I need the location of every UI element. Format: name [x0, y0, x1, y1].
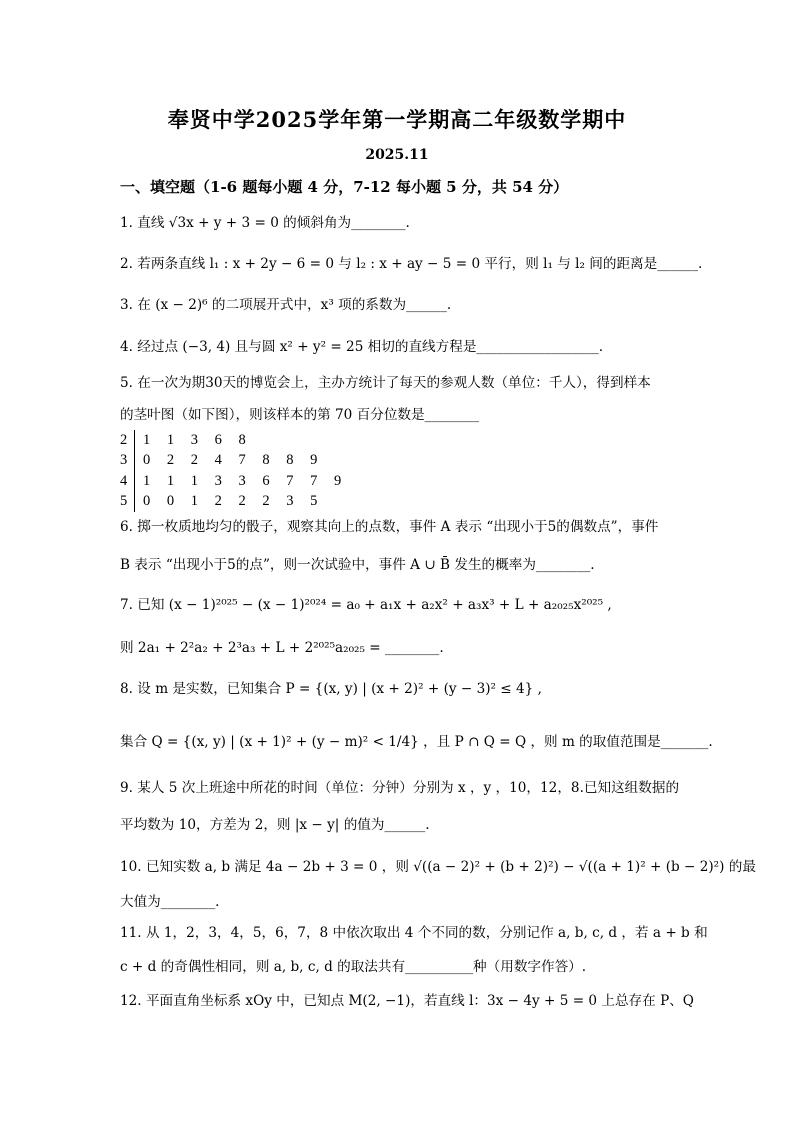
- question-2: 2. 若两条直线 l₁ : x + 2y − 6 = 0 与 l₂ : x + ay − 5 = 0 平行，则 l₁ 与 l₂ 间的距离是______.: [120, 256, 703, 272]
- question-5-line-1: 5. 在一次为期30天的博览会上，主办方统计了每天的参观人数（单位：千人），得到样本: [120, 375, 651, 391]
- question-5-line-2: 的茎叶图（如下图），则该样本的第 70 百分位数是________: [120, 407, 479, 423]
- question-12-line-1: 12. 平面直角坐标系 xOy 中，已知点 M(2, −1)，若直线 l：3x − 4y + 5 = 0 上总存在 P、Q: [120, 993, 694, 1009]
- question-9-line-1: 9. 某人 5 次上班途中所花的时间（单位：分钟）分别为 x ，y ，10，12，8.已知这组数据的: [120, 780, 680, 796]
- question-7-line-1: 7. 已知 (x − 1)²⁰²⁵ − (x − 1)²⁰²⁴ = a₀ + a₁x + a₂x² + a₃x³ + L + a₂₀₂₅x²⁰²⁵ ,: [120, 597, 612, 613]
- stem-value: 3: [120, 452, 128, 469]
- question-3: 3. 在 (x − 2)⁶ 的二项展开式中，x³ 项的系数为______.: [120, 297, 452, 313]
- stem-value: 5: [120, 493, 128, 510]
- leaf-values: 0 0 1 2 2 2 3 5: [143, 493, 324, 510]
- leaf-values: 1 1 3 6 8: [143, 431, 253, 448]
- stem-leaf-row: [120, 451, 348, 472]
- stem-divider: [134, 492, 135, 513]
- question-4: 4. 经过点 (−3, 4) 且与圆 x² + y² = 25 相切的直线方程是__________________.: [120, 339, 604, 355]
- stem-divider: [134, 430, 135, 451]
- stem-leaf-row: [120, 430, 348, 451]
- question-7-line-2: 则 2a₁ + 2²a₂ + 2³a₃ + L + 2²⁰²⁵a₂₀₂₅ = ________.: [120, 640, 444, 656]
- question-6-line-1: 6. 掷一枚质地均匀的骰子，观察其向上的点数，事件 A 表示 “出现小于5的偶数点”，事件: [120, 519, 659, 535]
- stem-leaf-plot: [120, 430, 348, 512]
- page-title: 奉贤中学2025学年第一学期高二年级数学期中: [167, 107, 627, 132]
- question-6-line-2: B 表示 “出现小于5的点”，则一次试验中，事件 A ∪ B̄ 发生的概率为________.: [120, 557, 595, 573]
- question-8-line-1: 8. 设 m 是实数，已知集合 P = {(x, y) | (x + 2)² + (y − 3)² ≤ 4} ,: [120, 681, 542, 697]
- question-11-line-1: 11. 从 1，2，3，4，5，6，7，8 中依次取出 4 个不同的数，分别记作 a, b, c, d ，若 a + b 和: [120, 925, 708, 941]
- leaf-values: 0 2 2 4 7 8 8 9: [143, 452, 324, 469]
- leaf-values: 1 1 1 3 3 6 7 7 9: [143, 472, 348, 489]
- question-10-line-2: 大值为________.: [120, 894, 220, 910]
- stem-value: 4: [120, 472, 128, 489]
- stem-leaf-row: [120, 471, 348, 492]
- question-1: 1. 直线 √3x + y + 3 = 0 的倾斜角为________.: [120, 215, 410, 231]
- question-11-line-2: c + d 的奇偶性相同，则 a, b, c, d 的取法共有__________种（用数字作答）.: [120, 959, 587, 975]
- question-9-line-2: 平均数为 10，方差为 2，则 |x − y| 的值为______.: [120, 817, 430, 833]
- section-heading: 一、填空题（1-6 题每小题 4 分，7-12 每小题 5 分，共 54 分）: [120, 178, 569, 196]
- stem-divider: [134, 471, 135, 492]
- question-8-line-2: 集合 Q = {(x, y) | (x + 1)² + (y − m)² < 1/4} ，且 P ∩ Q = Q ，则 m 的取值范围是_______.: [120, 734, 713, 750]
- exam-date: 2025.11: [365, 147, 429, 163]
- stem-value: 2: [120, 431, 128, 448]
- stem-leaf-row: [120, 492, 348, 513]
- stem-divider: [134, 451, 135, 472]
- question-10-line-1: 10. 已知实数 a, b 满足 4a − 2b + 3 = 0 ，则 √((a − 2)² + (b + 2)²) − √((a + 1)² + (b − 2)²) 的最: [120, 859, 756, 875]
